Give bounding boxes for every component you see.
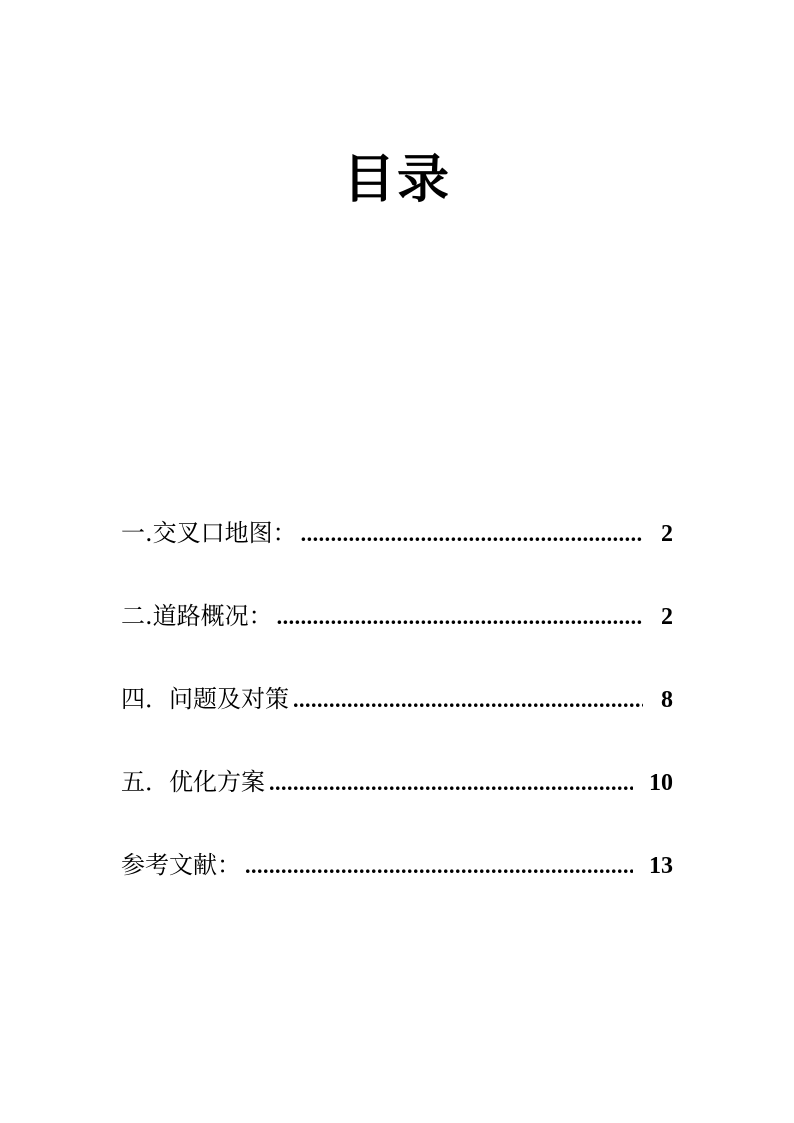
toc-entry-road-overview[interactable] [121, 596, 673, 679]
table-of-contents [121, 513, 673, 928]
toc-entry-problems-countermeasures[interactable] [121, 679, 673, 762]
toc-entry-optimization-plan[interactable] [121, 762, 673, 845]
toc-entry-label: 五．优化方案 [121, 768, 265, 796]
toc-page-number: 2 [661, 521, 673, 547]
toc-dot-leader [301, 514, 643, 554]
toc-entry-label: 参考文献： [121, 851, 241, 879]
toc-page-number: 2 [661, 604, 673, 630]
toc-page-number: 13 [649, 853, 673, 879]
toc-dot-leader [277, 597, 643, 637]
page-title: 目录 [342, 150, 451, 210]
toc-entry-label: 二.道路概况： [121, 602, 273, 630]
toc-dot-leader [269, 763, 633, 803]
toc-dot-leader [245, 846, 633, 886]
toc-entry-label: 一.交叉口地图： [121, 519, 297, 547]
toc-page-number: 8 [661, 687, 673, 713]
toc-entry-intersection-map[interactable] [121, 513, 673, 596]
toc-entry-label: 四．问题及对策 [121, 685, 289, 713]
toc-dot-leader [293, 680, 643, 720]
toc-entry-references[interactable] [121, 845, 673, 928]
toc-page-number: 10 [649, 770, 673, 796]
